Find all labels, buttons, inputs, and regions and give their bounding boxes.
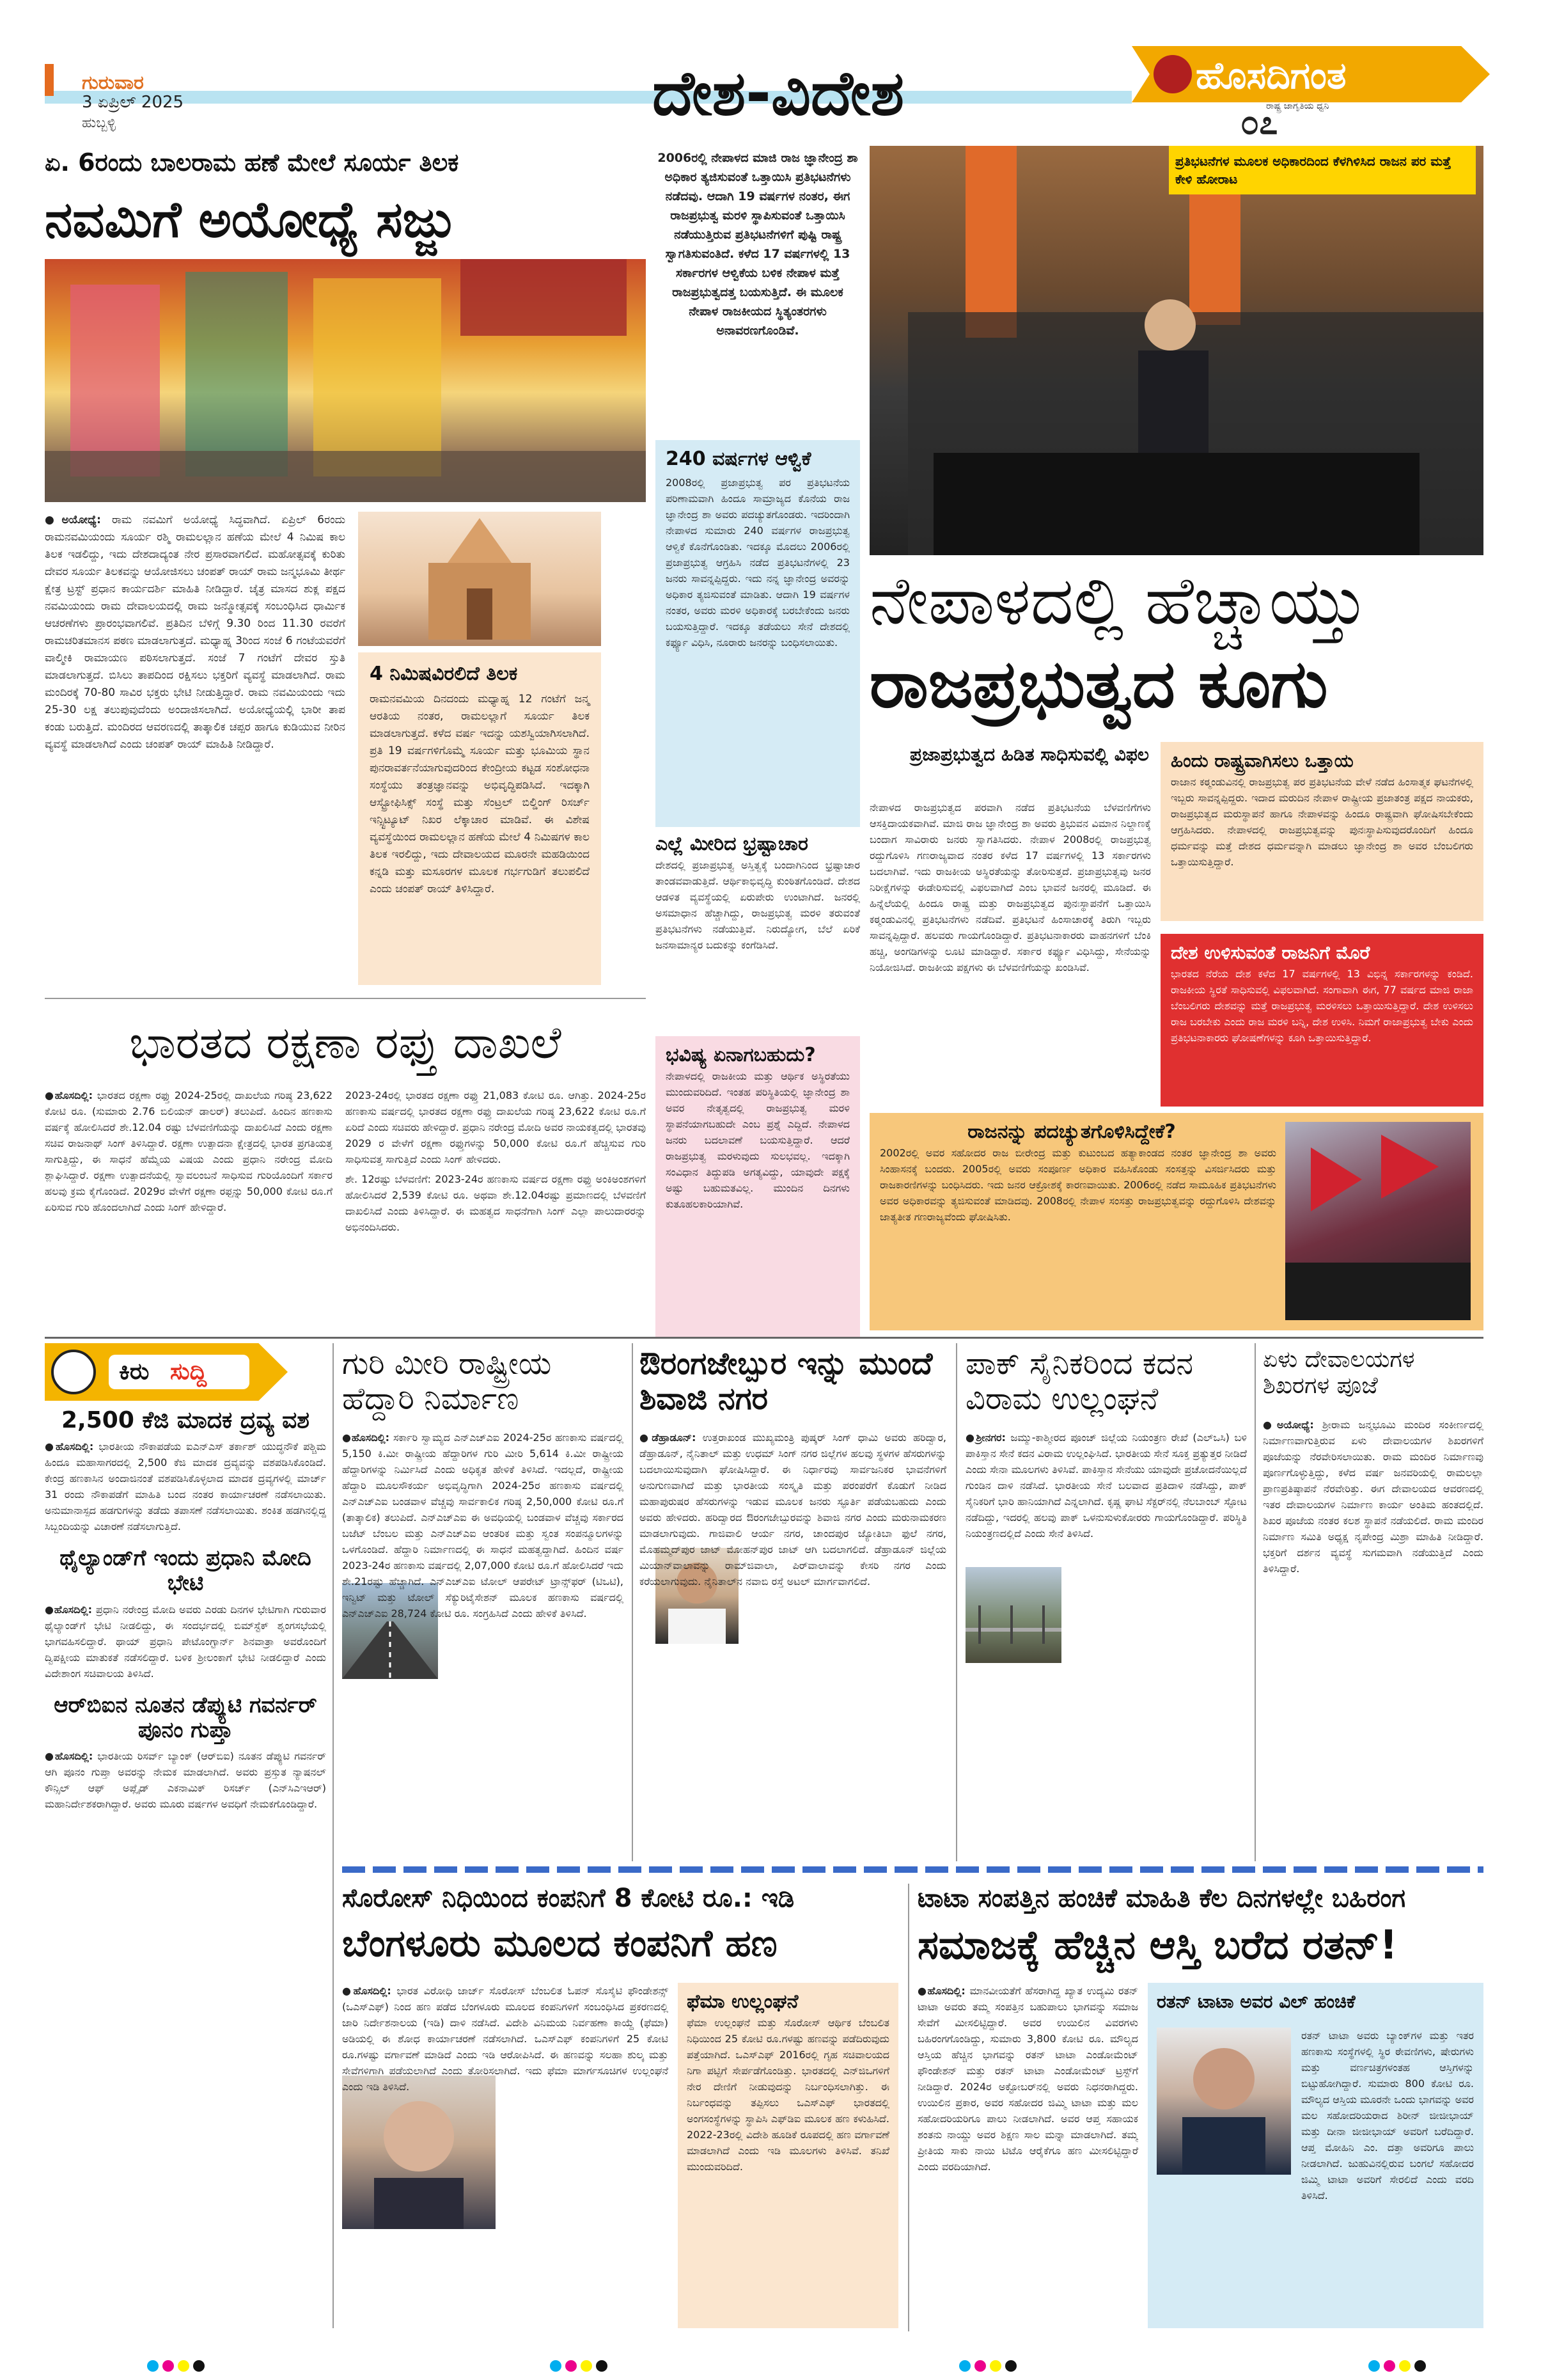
divider-middle — [45, 1337, 1483, 1339]
masthead — [0, 0, 1541, 142]
rule240-body: 2008ರಲ್ಲಿ ಪ್ರಜಾಪ್ರಭುತ್ವ ಪರ ಪ್ರತಿಭಟನೆಯ ಪರಿಣಾಮವಾಗಿ ಹಿಂದೂ ಸಾಮ್ರಾಜ್ಯದ ಕೊನೆಯ ರಾಜ ಜ್ಞಾನೇಂದ್ರ ಶಾ ಅವರು ಪದಚ್ಯುತಗೊಂಡರು. ಇದರಿಂದಾಗಿ ನೇಪಾಳದ ಸುಮಾರು 240 ವರ್ಷಗಳ ರಾಜಪ್ರಭುತ್ವ ಆಳ್ವಿಕೆ ಕೊನೆಗೊಂಡಿತು. ಇದಕ್ಕೂ ಮೊದಲು 2006ರಲ್ಲಿ ಪ್ರಜಾಪ್ರಭುತ್ವ ಆಗ್ರಹಿಸಿ ನಡೆದ ಪ್ರತಿಭಟನೆಗಳಲ್ಲಿ 23 ಜನರು ಸಾವನ್ನಪ್ಪಿದ್ದರು. ಇದು ನನ್ನ ಜ್ಞಾನೇಂದ್ರ ಅವರನ್ನು ಅಧಿಕಾರ ತ್ಯಜಿಸುವಂತೆ ಮಾಡಿತು. ಆದಾಗಿ 19 ವರ್ಷಗಳ ನಂತರ, ಅವರು ಮರಳಿ ಅಧಿಕಾರಕ್ಕೆ ಬರಬೇಕೆಂದು ಜನರು ಬಯಸುತ್ತಿದ್ದಾರೆ. ಇದಕ್ಕೂ ತಡೆಯಲು ಸೇನೆ ದೇಶದಲ್ಲಿ ಕರ್ಫ್ಯೂ ವಿಧಿಸಿ, ನೂರಾರು ಜನರನ್ನು ಬಂಧಿಸಲಾಯಿತು. — [666, 477, 850, 649]
registration-dots-left — [147, 2360, 208, 2374]
divider-kiru — [332, 1343, 334, 2328]
pakistan-dateline: ●ಶ್ರೀನಗರ: — [966, 1431, 1006, 1444]
corruption-block — [655, 831, 860, 1030]
defence-headline: ಭಾರತದ ರಕ್ಷಣಾ ರಫ್ತು ದಾಖಲೆ — [129, 1016, 561, 1069]
divider-highway — [632, 1343, 633, 1861]
aurangabad-headline: ಔರಂಗಜೇಬ್ಪುರ ಇನ್ನು ಮುಂದೆ ಶಿವಾಜಿ ನಗರ — [639, 1346, 933, 1417]
kiru-item2-title: ಥೈಲ್ಯಾಂಡ್‌ಗೆ ಇಂದು ಪ್ರಧಾನಿ ಮೋದಿ ಭೇಟಿ — [59, 1545, 311, 1596]
issue-city: ಹುಬ್ಬಳ್ಳಿ — [82, 115, 116, 131]
nepal-king-photo — [870, 146, 1483, 555]
divider-soros — [908, 1884, 909, 2331]
issue-day: ಗುರುವಾರ — [82, 72, 144, 94]
masthead-band-accent — [45, 64, 54, 96]
ayodhya-kicker: ಏ. 6ರಂದು ಬಾಲರಾಮ ಹಣೆ ಮೇಲೆ ಸೂರ್ಯ ತಿಲಕ — [45, 148, 459, 177]
rule240-box — [655, 440, 860, 827]
future-body: ನೇಪಾಳದಲ್ಲಿ ರಾಜಕೀಯ ಮತ್ತು ಆರ್ಥಿಕ ಅಸ್ಥಿರತೆಯು ಮುಂದುವರಿದಿದೆ. ಇಂತಹ ಪರಿಸ್ಥಿತಿಯಲ್ಲಿ ಜ್ಞಾನೇಂದ್ರ ಶಾ ಅವರ ನೇತೃತ್ವದಲ್ಲಿ ರಾಜಪ್ರಭುತ್ವ ಮರಳಿ ಸ್ಥಾಪನೆಯಾಗಬಹುದೇ ಎಂಬ ಪ್ರಶ್ನೆ ಎದ್ದಿದೆ. ನೇಪಾಳದ ಜನರು ಬದಲಾವಣೆ ಬಯಸುತ್ತಿದ್ದಾರೆ. ಆದರೆ ರಾಜಪ್ರಭುತ್ವ ಮರಳುವುದು ಸುಲಭವಲ್ಲ. ಇದಕ್ಕಾಗಿ ಸಂವಿಧಾನ ತಿದ್ದುಪಡಿ ಅಗತ್ಯವಿದ್ದು, ಯಾವುದೇ ಪಕ್ಷಕ್ಕೆ ಅಷ್ಟು ಬಹುಮತವಿಲ್ಲ. ಮುಂದಿನ ದಿನಗಳು ಕುತೂಹಲಕಾರಿಯಾಗಿವೆ. — [666, 1070, 850, 1210]
highway-headline: ಗುರಿ ಮೀರಿ ರಾಷ್ಟ್ರೀಯ ಹೆದ್ದಾರಿ ನಿರ್ಮಾಣ — [342, 1346, 552, 1417]
kirusuddi-banner — [45, 1343, 288, 1401]
masthead-band — [45, 91, 1132, 104]
nepal-photo-caption: ಪ್ರತಿಭಟನೆಗಳ ಮೂಲಕ ಅಧಿಕಾರದಿಂದ ಕೆಳಗಿಳಿಸಿದ ರಾಜನ ಪರ ಮತ್ತೆ ಕೇಳಿ ಹೋರಾಟ — [1169, 146, 1476, 194]
kiru-item2-dateline: ●ಹೊಸದಿಲ್ಲಿ: — [45, 1603, 93, 1616]
tilak-box — [358, 652, 601, 985]
kiru-item2-text: ಪ್ರಧಾನಿ ನರೇಂದ್ರ ಮೋದಿ ಅವರು ಎರಡು ದಿನಗಳ ಭೇಟಿಗಾಗಿ ಗುರುವಾರ ಥೈಲ್ಯಾಂಡ್‌ಗೆ ಭೇಟಿ ನೀಡಲಿದ್ದು, ಈ ಸಂದರ್ಭದಲ್ಲಿ ಬಿಮ್‌ಸ್ಟೆಕ್ ಶೃಂಗಸಭೆಯಲ್ಲಿ ಭಾಗವಹಿಸಲಿದ್ದಾರೆ. ಥಾಯ್ ಪ್ರಧಾನಿ ಪೇಟೊಂಗ್ಟಾರ್ನ್ ಶಿನವಾತ್ರಾ ಅವರೊಂದಿಗೆ ದ್ವಿಪಕ್ಷೀಯ ಮಾತುಕತೆ ನಡೆಸಲಿದ್ದಾರೆ. ಬಳಿಕ ಶ್ರೀಲಂಕಾಗೆ ಭೇಟಿ ನೀಡಲಿದ್ದಾರೆ ಎಂದು ವಿದೇಶಾಂಗ ಸಚಿವಾಲಯ ತಿಳಿಸಿದೆ. — [45, 1603, 326, 1680]
kirusuddi-label-a: ಕಿರು — [119, 1359, 150, 1385]
save-nation-body: ಭಾರತದ ನೆರೆಯ ದೇಶ ಕಳೆದ 17 ವರ್ಷಗಳಲ್ಲಿ 13 ವಿಭಿನ್ನ ಸರ್ಕಾರಗಳನ್ನು ಕಂಡಿದೆ. ರಾಜಕೀಯ ಸ್ಥಿರತೆ ಸಾಧಿಸುವಲ್ಲಿ ವಿಫಲವಾಗಿದೆ. ಸಂಗಾವಾಗಿ ಈಗ, 77 ವರ್ಷದ ಮಾಜಿ ರಾಜಾ ಬೆಂಬಲಿಗರು ದೇಶವನ್ನು ಮತ್ತೆ ರಾಜಪ್ರಭುತ್ವ ಮರಳಿಸಲು ಒತ್ತಾಯಿಸುತ್ತಿದ್ದಾರೆ. ದೇಶ ಉಳಿಸಲು ರಾಜ ಬರಬೇಕು ಎಂದು ರಾಜ ಮರಳಿ ಬನ್ನಿ, ದೇಶ ಉಳಿಸಿ. ನಿಮಗೆ ರಾಜಾಪ್ರಭುತ್ವ ಬೇಕು ಎಂದು ಪ್ರತಿಭಟನಾಕಾರರು ಘೋಷಣೆಗಳನ್ನು ಕೂಗಿ ಒತ್ತಾಯಿಸುತ್ತಿದ್ದಾರೆ. — [1171, 968, 1473, 1044]
tilak-box-title: 4 ನಿಮಿಷವಿರಲಿದೆ ತಿಲಕ — [370, 663, 518, 685]
soros-dateline: ●ಹೊಸದಿಲ್ಲಿ: — [342, 1985, 391, 1997]
pakistan-headline: ಪಾಕ್ ಸೈನಿಕರಿಂದ ಕದನ ವಿರಾಮ ಉಲ್ಲಂಘನೆ — [966, 1346, 1194, 1417]
nepal-intro: 2006ರಲ್ಲಿ ನೇಪಾಳದ ಮಾಜಿ ರಾಜ ಜ್ಞಾನೇಂದ್ರ ಶಾ ಅಧಿಕಾರ ತ್ಯಜಿಸುವಂತೆ ಒತ್ತಾಯಿಸಿ ಪ್ರತಿಭಟನೆಗಳು ನಡೆದವು. ಆದಾಗಿ 19 ವರ್ಷಗಳ ನಂತರ, ಈಗ ರಾಜಪ್ರಭುತ್ವ ಮರಳಿ ಸ್ಥಾಪಿಸುವಂತೆ ಒತ್ತಾಯಿಸಿ ನಡೆಯುತ್ತಿರುವ ಪ್ರತಿಭಟನೆಗಳಿಗೆ ಪುಷ್ಟಿ ರಾಷ್ಟ್ರ ಸ್ವಾಗತಿಸುವಂತಿದೆ. ಕಳೆದ 17 ವರ್ಷಗಳಲ್ಲಿ 13 ಸರ್ಕಾರಗಳ ಆಳ್ವಿಕೆಯ ಬಳಿಕ ನೇಪಾಳ ಮತ್ತೆ ರಾಜಪ್ರಭುತ್ವದತ್ತ ಬಯಸುತ್ತಿದೆ. ಈ ಮೂಲಕ ನೇಪಾಳ ರಾಜಕೀಯದ ಸ್ಥಿತ್ಯಂತರಗಳು ಅನಾವರಣಗೊಂಡಿವೆ. — [657, 151, 858, 338]
corruption-body: ದೇಶದಲ್ಲಿ ಪ್ರಜಾಪ್ರಭುತ್ವ ಅಸ್ತಿತ್ವಕ್ಕೆ ಬಂದಾಗಿನಿಂದ ಭ್ರಷ್ಟಾಚಾರ ತಾಂಡವವಾಡುತ್ತಿದೆ. ಆರ್ಥಿಕಾಭಿವೃದ್ಧಿ ಕುಂಠಿತಗೊಂಡಿದೆ. ದೇಶದ ಆಡಳಿತ ವ್ಯವಸ್ಥೆಯಲ್ಲಿ ಏರುಪೇರು ಉಂಟಾಗಿದೆ. ಜನರಲ್ಲಿ ಅಸಮಾಧಾನ ಹೆಚ್ಚಾಗಿದ್ದು, ರಾಜಪ್ರಭುತ್ವ ಮರಳಿ ತರುವಂತೆ ಪ್ರತಿಭಟನೆಗಳು ನಡೆಯುತ್ತಿವೆ. ನಿರುದ್ಯೋಗ, ಬೆಲೆ ಏರಿಕೆ ಜನಸಾಮಾನ್ಯರ ಬದುಕನ್ನು ಕಂಗೆಡಿಸಿದೆ. — [655, 859, 860, 951]
kirusuddi-col — [45, 1407, 326, 2315]
ayodhya-dateline: ●ಅಯೋಧ್ಯೆ: — [45, 514, 101, 526]
temple-body — [1263, 1417, 1483, 1858]
king-removed-body: 2002ರಲ್ಲಿ ಅವರ ಸಹೋದರ ರಾಜ ಬೀರೇಂದ್ರ ಮತ್ತು ಕುಟುಂಬದ ಹತ್ಯಾಕಾಂಡದ ನಂತರ ಜ್ಞಾನೇಂದ್ರ ಶಾ ಅವರು ಸಿಂಹಾಸನಕ್ಕೆ ಬಂದರು. 2005ರಲ್ಲಿ ಅವರು ಸಂಪೂರ್ಣ ಅಧಿಕಾರ ವಹಿಸಿಕೊಂಡು ಸಂಸತ್ತನ್ನು ವಿಸರ್ಜಿಸಿದರು ಮತ್ತು ರಾಜಕಾರಣಿಗಳನ್ನು ಬಂಧಿಸಿದರು. ಇದು ಜನರ ಆಕ್ರೋಶಕ್ಕೆ ಕಾರಣವಾಯಿತು. 2006ರಲ್ಲಿ ನಡೆದ ಸಾಮೂಹಿಕ ಪ್ರತಿಭಟನೆಗಳು ಅವರ ಅಧಿಕಾರವನ್ನು ತ್ಯಜಿಸುವಂತೆ ಮಾಡಿದವು. 2008ರಲ್ಲಿ ನೇಪಾಳ ಸಂಸತ್ತು ರಾಜಪ್ರಭುತ್ವವನ್ನು ರದ್ದುಗೊಳಿಸಿ ದೇಶವನ್ನು ಜಾತ್ಯತೀತ ಗಣರಾಜ್ಯವೆಂದು ಘೋಷಿಸಿತು. — [880, 1147, 1276, 1223]
kiru-item1-body — [45, 1438, 326, 1534]
brand-tagline: ರಾಷ್ಟ್ರ ಜಾಗೃತಿಯ ಧ್ವನಿ — [1266, 101, 1329, 111]
hindu-nation-box — [1161, 742, 1483, 921]
fema-box — [678, 1983, 898, 2328]
tilak-box-body: ರಾಮನವಮಿಯ ದಿನದಂದು ಮಧ್ಯಾಹ್ನ 12 ಗಂಟೆಗೆ ಜನ್ಮ ಆರತಿಯ ನಂತರ, ರಾಮಲಲ್ಲಾಗೆ ಸೂರ್ಯ ತಿಲಕ ಮಾಡಲಾಗುತ್ತದೆ. ಕಳೆದ ವರ್ಷ ಇದನ್ನು ಯಶಸ್ವಿಯಾಗಿಸಲಾಗಿದೆ. ಪ್ರತಿ 19 ವರ್ಷಗಳಿಗೊಮ್ಮೆ ಸೂರ್ಯ ಮತ್ತು ಭೂಮಿಯ ಸ್ಥಾನ ಪುನರಾವರ್ತನೆಯಾಗುವುದರಿಂದ ಕೇಂದ್ರೀಯ ಕಟ್ಟಡ ಸಂಶೋಧನಾ ಸಂಸ್ಥೆಯು ತಂತ್ರಜ್ಞಾನವನ್ನು ಅಭಿವೃದ್ಧಿಪಡಿಸಿದೆ. ಇದಕ್ಕಾಗಿ ಆಸ್ಟ್ರೋಫಿಸಿಕ್ಸ್ ಸಂಸ್ಥೆ ಮತ್ತು ಸೆಂಟ್ರಲ್ ಬಿಲ್ಡಿಂಗ್ ರಿಸರ್ಚ್ ಇನ್ಸ್ಟಿಟ್ಯೂಟ್ ನಿಖರ ಲೆಕ್ಕಾಚಾರ ಮಾಡಿವೆ. ಈ ವಿಶೇಷ ವ್ಯವಸ್ಥೆಯಿಂದ ರಾಮಲಲ್ಲಾನ ಹಣೆಯ ಮೇಲೆ 4 ನಿಮಿಷಗಳ ಕಾಲ ತಿಲಕ ಇರಲಿದ್ದು, ಇದು ದೇವಾಲಯದ ಮೂರನೇ ಮಹಡಿಯಿಂದ ಕನ್ನಡಿ ಮತ್ತು ಮಸೂರಗಳ ಮೂಲಕ ಗರ್ಭಗುಡಿಗೆ ತಲುಪಲಿದೆ ಎಂದು ಚಂಪತ್ ರಾಯ್ ತಿಳಿಸಿದ್ದಾರೆ. — [370, 693, 590, 895]
pakistan-body — [966, 1430, 1247, 1858]
nepal-main-body: ನೇಪಾಳದ ರಾಜಪ್ರಭುತ್ವದ ಪರವಾಗಿ ನಡೆದ ಪ್ರತಿಭಟನೆಯ ಬೆಳವಣಿಗೆಗಳು ಆಸಕ್ತಿದಾಯಕವಾಗಿವೆ. ಮಾಜಿ ರಾಜ ಜ್ಞಾನೇಂದ್ರ ಶಾ ಅವರು ತ್ರಿಭುವನ ವಿಮಾನ ನಿಲ್ದಾಣಕ್ಕೆ ಬಂದಾಗ ಸಾವಿರಾರು ಜನರು ಸ್ವಾಗತಿಸಿದರು. ನೇಪಾಳ 2008ರಲ್ಲಿ ರಾಜಪ್ರಭುತ್ವ ರದ್ದುಗೊಳಿಸಿ ಗಣರಾಜ್ಯವಾದ ನಂತರ ಕಳೆದ 17 ವರ್ಷಗಳಲ್ಲಿ 13 ಸರ್ಕಾರಗಳು ಬದಲಾಗಿವೆ. ಇದು ರಾಜಕೀಯ ಅಸ್ಥಿರತೆಯನ್ನು ತೋರಿಸುತ್ತದೆ. ಪ್ರಜಾಪ್ರಭುತ್ವವು ಜನರ ನಿರೀಕ್ಷೆಗಳನ್ನು ಈಡೇರಿಸುವಲ್ಲಿ ವಿಫಲವಾಗಿದೆ ಎಂಬ ಭಾವನೆ ಜನರಲ್ಲಿ ಮೂಡಿದೆ. ಈ ಹಿನ್ನೆಲೆಯಲ್ಲಿ ಹಿಂದೂ ರಾಷ್ಟ್ರ ಮತ್ತು ರಾಜಪ್ರಭುತ್ವದ ಪುನಃಸ್ಥಾಪನೆಗೆ ಒತ್ತಾಯಿಸಿ ಕಠ್ಮಂಡುವಿನಲ್ಲಿ ಪ್ರತಿಭಟನೆಗಳು ನಡೆದಿವೆ. ಪ್ರತಿಭಟನೆ ಹಿಂಸಾಚಾರಕ್ಕೆ ತಿರುಗಿ ಇಬ್ಬರು ಸಾವನ್ನಪ್ಪಿದ್ದಾರೆ. ಹಲವರು ಗಾಯಗೊಂಡಿದ್ದಾರೆ. ಪ್ರತಿಭಟನಾಕಾರರು ವಾಹನಗಳಿಗೆ ಬೆಂಕಿ ಹಚ್ಚಿ, ಅಂಗಡಿಗಳನ್ನು ಲೂಟಿ ಮಾಡಿದ್ದಾರೆ. ಸರ್ಕಾರ ಕರ್ಫ್ಯೂ ವಿಧಿಸಿದ್ದು, ಸೇನೆಯನ್ನು ನಿಯೋಜಿಸಿದೆ. ರಾಜಕೀಯ ಪಕ್ಷಗಳು ಈ ಬೆಳವಣಿಗೆಯನ್ನು ಖಂಡಿಸಿವೆ. — [870, 801, 1151, 973]
highway-dateline: ●ಹೊಸದಿಲ್ಲಿ: — [342, 1431, 390, 1444]
save-nation-box — [1161, 934, 1483, 1107]
defence-col1 — [45, 1087, 332, 1330]
soros-kicker: ಸೊರೋಸ್ ನಿಧಿಯಿಂದ ಕಂಪನಿಗೆ 8 ಕೋಟಿ ರೂ.: ಇಡಿ — [342, 1884, 795, 1913]
nepal-headline-line1: ನೇಪಾಳದಲ್ಲಿ ಹೆಚ್ಚಾಯ್ತು — [870, 562, 1368, 640]
king-removed-box — [870, 1113, 1483, 1330]
future-box — [655, 1036, 860, 1337]
aurangabad-body — [639, 1430, 946, 1858]
temple-text: ಶ್ರೀರಾಮ ಜನ್ಮಭೂಮಿ ಮಂದಿರ ಸಂಕೀರ್ಣದಲ್ಲಿ ನಿರ್ಮಾಣವಾಗುತ್ತಿರುವ ಏಳು ದೇವಾಲಯಗಳ ಶಿಖರಗಳಿಗೆ ಪೂಜೆಯನ್ನು ನೆರವೇರಿಸಲಾಯಿತು. ರಾಮ ಮಂದಿರ ನಿರ್ಮಾಣವು ಪೂರ್ಣಗೊಳ್ಳುತ್ತಿದ್ದು, ಕಳೆದ ವರ್ಷ ಜನವರಿಯಲ್ಲಿ ರಾಮಲಲ್ಲಾ ಪ್ರಾಣಪ್ರತಿಷ್ಠಾಪನೆ ನೆರವೇರಿತ್ತು. ಈಗ ದೇವಾಲಯದ ಆವರಣದಲ್ಲಿ ಇತರ ದೇವಾಲಯಗಳ ನಿರ್ಮಾಣ ಕಾರ್ಯ ಅಂತಿಮ ಹಂತದಲ್ಲಿದೆ. ಶಿಖರ ಪೂಜೆಯ ನಂತರ ಕಲಶ ಸ್ಥಾಪನೆ ನಡೆಯಲಿದೆ. ರಾಮ ಮಂದಿರ ನಿರ್ಮಾಣ ಸಮಿತಿ ಅಧ್ಯಕ್ಷ ನೃಪೇಂದ್ರ ಮಿಶ್ರಾ ಮಾಹಿತಿ ನೀಡಿದ್ದಾರೆ. ಭಕ್ತರಿಗೆ ದರ್ಶನ ವ್ಯವಸ್ಥೆ ಸುಗಮವಾಗಿ ನಡೆಯುತ್ತಿದೆ ಎಂದು ತಿಳಿಸಿದ್ದಾರೆ. — [1263, 1419, 1483, 1575]
ratan-dateline: ●ಹೊಸದಿಲ್ಲಿ: — [918, 1985, 966, 1997]
kiru-item1-title: 2,500 ಕೆಜಿ ಮಾದಕ ದ್ರವ್ಯ ವಶ — [61, 1407, 309, 1433]
defence-col2-text: 2023-24ರಲ್ಲಿ ಭಾರತದ ರಕ್ಷಣಾ ರಫ್ತು 21,083 ಕೋಟಿ ರೂ. ಆಗಿತ್ತು. 2024-25ರ ಹಣಕಾಸು ವರ್ಷದಲ್ಲಿ ಭಾರತದ ರಕ್ಷಣಾ ರಫ್ತು ದಾಖಲೆಯ ಗರಿಷ್ಠ 23,622 ಕೋಟಿ ರೂ.ಗೆ ಏರಿದೆ ಎಂದು ಸಚಿವರು ಹೇಳಿದ್ದಾರೆ. ಪ್ರಧಾನಿ ನರೇಂದ್ರ ಮೋದಿ ಅವರ ನಾಯಕತ್ವದಲ್ಲಿ ಭಾರತವು 2029 ರ ವೇಳೆಗೆ ರಕ್ಷಣಾ ರಫ್ತುಗಳನ್ನು 50,000 ಕೋಟಿ ರೂ.ಗೆ ಹೆಚ್ಚಿಸುವ ಗುರಿ ಸಾಧಿಸುವತ್ತ ಸಾಗುತ್ತಿದೆ ಎಂದು ಸಿಂಗ್ ಹೇಳಿದರು. — [345, 1089, 646, 1165]
kiru-item3-dateline: ●ಹೊಸದಿಲ್ಲಿ: — [45, 1749, 93, 1762]
defence-col2 — [345, 1087, 646, 1330]
aurangabad-text: ಉತ್ತರಾಖಂಡ ಮುಖ್ಯಮಂತ್ರಿ ಪುಷ್ಕರ್ ಸಿಂಗ್ ಧಾಮಿ ಅವರು ಹರಿದ್ವಾರ, ಡೆಹ್ರಾಡೂನ್, ನೈನಿತಾಲ್ ಮತ್ತು ಉಧಮ್ ಸಿಂಗ್ ನಗರ ಜಿಲ್ಲೆಗಳ ಹಲವು ಸ್ಥಳಗಳ ಹೆಸರುಗಳನ್ನು ಬದಲಾಯಿಸುವುದಾಗಿ ಘೋಷಿಸಿದ್ದಾರೆ. ಈ ನಿರ್ಧಾರವು ಸಾರ್ವಜನಿಕರ ಭಾವನೆಗಳಿಗೆ ಅನುಗುಣವಾಗಿದೆ ಮತ್ತು ಭಾರತೀಯ ಸಂಸ್ಕೃತಿ ಮತ್ತು ಪರಂಪರೆಗೆ ಕೊಡುಗೆ ನೀಡಿದ ಮಹಾಪುರುಷರ ಹೆಸರುಗಳನ್ನು ಇಡುವ ಮೂಲಕ ಜನರು ಸ್ಫೂರ್ತಿ ಪಡೆಯಬಹುದು ಎಂದು ಅವರು ಹೇಳಿದರು. ಹರಿದ್ವಾರದ ಔರಂಗಜೇಬ್ಪುರವನ್ನು ಶಿವಾಜಿ ನಗರ ಎಂದು ಮರುನಾಮಕರಣ ಮಾಡಲಾಗುವುದು. ಗಾಜಿವಾಲಿ ಆರ್ಯ ನಗರ, ಚಾಂದಪುರ ಜ್ಯೋತಿಬಾ ಫುಲೆ ನಗರ, ಮೊಹಮ್ಮದ್‌ಪುರ ಜಾಟ್ ಮೋಹನ್‌ಪುರ ಜಾಟ್ ಆಗಿ ಬದಲಾಗಲಿದೆ. ಡೆಹ್ರಾಡೂನ್ ಜಿಲ್ಲೆಯ ಮಿಯಾನ್‌ವಾಲಾವನ್ನು ರಾಮ್‌ಜಿವಾಲಾ, ಪಿರ್‌ವಾಲಾವನ್ನು ಕೇಸರಿ ನಗರ ಎಂದು ಕರೆಯಲಾಗುವುದು. ನೈನಿತಾಲ್‌ನ ನವಾಬಿ ರಸ್ತೆ ಅಟಲ್ ಮಾರ್ಗವಾಗಲಿದೆ. — [639, 1431, 946, 1588]
king-removed-title: ರಾಜನನ್ನು ಪದಚ್ಯುತಗೊಳಿಸಿದ್ದೇಕೆ? — [967, 1121, 1176, 1143]
kirusuddi-label-b: ಸುದ್ದಿ — [170, 1359, 207, 1385]
divider-defence-top — [45, 998, 646, 999]
kiru-item3-text: ಭಾರತೀಯ ರಿಸರ್ವ್ ಬ್ಯಾಂಕ್ (ಆರ್‌ಬಿಐ) ನೂತನ ಡೆಪ್ಯುಟಿ ಗವರ್ನರ್ ಆಗಿ ಪೂನಂ ಗುಪ್ತಾ ಅವರನ್ನು ನೇಮಕ ಮಾಡಲಾಗಿದೆ. ಅವರು ಪ್ರಸ್ತುತ ನ್ಯಾಷನಲ್ ಕೌನ್ಸಿಲ್ ಆಫ್ ಅಪ್ಲೈಡ್ ಎಕನಾಮಿಕ್ ರಿಸರ್ಚ್ (ಎನ್‌ಸಿಎಇಆರ್) ಮಹಾನಿರ್ದೇಶಕರಾಗಿದ್ದಾರೆ. ಅವರು ಮೂರು ವರ್ಷಗಳ ಅವಧಿಗೆ ನೇಮಕಗೊಂಡಿದ್ದಾರೆ. — [45, 1749, 326, 1810]
fema-body: ಫೆಮಾ ಉಲ್ಲಂಘನೆ ಮತ್ತು ಸೊರೋಸ್ ಆರ್ಥಿಕ ಬೆಂಬಲಿತ ನಿಧಿಯಿಂದ 25 ಕೋಟಿ ರೂ.ಗಳಷ್ಟು ಹಣವನ್ನು ಪಡೆದಿರುವುದು ಪತ್ತೆಯಾಗಿದೆ. ಒಎಸ್‌ಎಫ್ 2016ರಲ್ಲಿ ಗೃಹ ಸಚಿವಾಲಯದ ನಿಗಾ ಪಟ್ಟಿಗೆ ಸೇರ್ಪಡೆಗೊಂಡಿತ್ತು. ಭಾರತದಲ್ಲಿ ಎನ್‌ಜಿಒಗಳಿಗೆ ನೇರ ದೇಣಿಗೆ ನೀಡುವುದನ್ನು ನಿರ್ಬಂಧಿಸಲಾಗಿತ್ತು. ಈ ನಿರ್ಬಂಧವನ್ನು ತಪ್ಪಿಸಲು ಒಎಸ್‌ಎಫ್ ಭಾರತದಲ್ಲಿ ಅಂಗಸಂಸ್ಥೆಗಳನ್ನು ಸ್ಥಾಪಿಸಿ ಎಫ್‌ಡಿಐ ಮೂಲಕ ಹಣ ಕಳುಹಿಸಿದೆ. 2022-23ರಲ್ಲಿ ವಿದೇಶಿ ಹೂಡಿಕೆ ರೂಪದಲ್ಲಿ ಹಣ ವರ್ಗಾವಣೆ ಮಾಡಲಾಗಿದೆ ಎಂದು ಇಡಿ ಮೂಲಗಳು ತಿಳಿಸಿವೆ. ತನಿಖೆ ಮುಂದುವರಿದಿದೆ. — [687, 2017, 889, 2173]
hindu-nation-body: ರಾಜಾನ ಕಠ್ಮಂಡುವಿನಲ್ಲಿ ರಾಜಪ್ರಭುತ್ವ ಪರ ಪ್ರತಿಭಟನೆಯ ವೇಳೆ ನಡೆದ ಹಿಂಸಾತ್ಮಕ ಘಟನೆಗಳಲ್ಲಿ ಇಬ್ಬರು ಸಾವನ್ನಪ್ಪಿದ್ದರು. ಇದಾದ ಮರುದಿನ ನೇಪಾಳ ರಾಷ್ಟ್ರೀಯ ಪ್ರಜಾತಂತ್ರ ಪಕ್ಷದ ನಾಯಕರು, ರಾಜಪ್ರಭುತ್ವದ ಮರುಸ್ಥಾಪನೆ ಹಾಗೂ ನೇಪಾಳವನ್ನು ಹಿಂದೂ ರಾಷ್ಟ್ರವಾಗಿ ಘೋಷಿಸಬೇಕೆಂದು ಆಗ್ರಹಿಸಿದರು. ನೇಪಾಳದಲ್ಲಿ ರಾಜಪ್ರಭುತ್ವವನ್ನು ಪುನಃಸ್ಥಾಪಿಸುವುದರೊಂದಿಗೆ ಹಿಂದೂ ಧರ್ಮವನ್ನು ಮತ್ತೆ ದೇಶದ ಧರ್ಮವನ್ನಾಗಿ ಮಾಡಲು ಜ್ಞಾನೇಂದ್ರ ಶಾ ಅವರ ಬೆಂಬಲಿಗರು ಒತ್ತಾಯಿಸುತ್ತಿದ್ದಾರೆ. — [1171, 776, 1473, 868]
ratan-text: ಮಾನವೀಯತೆಗೆ ಹೆಸರಾಗಿದ್ದ ಖ್ಯಾತ ಉದ್ಯಮಿ ರತನ್ ಟಾಟಾ ಅವರು ತಮ್ಮ ಸಂಪತ್ತಿನ ಬಹುಪಾಲು ಭಾಗವನ್ನು ಸಮಾಜ ಸೇವೆಗೆ ಮೀಸಲಿಟ್ಟಿದ್ದಾರೆ. ಅವರ ಉಯಿಲಿನ ವಿವರಗಳು ಬಹಿರಂಗಗೊಂಡಿದ್ದು, ಸುಮಾರು 3,800 ಕೋಟಿ ರೂ. ಮೌಲ್ಯದ ಆಸ್ತಿಯ ಹೆಚ್ಚಿನ ಭಾಗವನ್ನು ರತನ್ ಟಾಟಾ ಎಂಡೋಮೆಂಟ್ ಫೌಂಡೇಶನ್ ಮತ್ತು ರತನ್ ಟಾಟಾ ಎಂಡೋಮೆಂಟ್ ಟ್ರಸ್ಟ್‌ಗೆ ನೀಡಿದ್ದಾರೆ. 2024ರ ಅಕ್ಟೋಬರ್‌ನಲ್ಲಿ ಅವರು ನಿಧನರಾಗಿದ್ದರು. ಉಯಿಲಿನ ಪ್ರಕಾರ, ಅವರ ಸಹೋದರ ಜಿಮ್ಮಿ ಟಾಟಾ ಮತ್ತು ಮಲ ಸಹೋದರಿಯರಿಗೂ ಪಾಲು ನೀಡಲಾಗಿದೆ. ಅವರ ಆಪ್ತ ಸಹಾಯಕ ಶಂತನು ನಾಯ್ಡು ಅವರ ಶಿಕ್ಷಣ ಸಾಲ ಮನ್ನಾ ಮಾಡಲಾಗಿದೆ. ತಮ್ಮ ಪ್ರೀತಿಯ ಸಾಕು ನಾಯಿ ಟಿಟೊ ಆರೈಕೆಗೂ ಹಣ ಮೀಸಲಿಟ್ಟಿದ್ದಾರೆ ಎಂದು ವರದಿಯಾಗಿದೆ. — [918, 1985, 1138, 2173]
kiru-item1-text: ಭಾರತೀಯ ನೌಕಾಪಡೆಯ ಐಎನ್ಎಸ್ ತರ್ಕಾಶ್ ಯುದ್ಧನೌಕೆ ಪಶ್ಚಿಮ ಹಿಂದೂ ಮಹಾಸಾಗರದಲ್ಲಿ 2,500 ಕೆಜಿ ಮಾದಕ ದ್ರವ್ಯವನ್ನು ವಶಪಡಿಸಿಕೊಂಡಿದೆ. ಕೇಂದ್ರ ಹಣಕಾಸಿನ ಅಂದಾಜಿನಂತೆ ವಶಪಡಿಸಿಕೊಳ್ಳಲಾದ ಮಾದಕ ದ್ರವ್ಯಗಳಲ್ಲಿ ಮಾರ್ಚ್ 31 ರಂದು ನೌಕಾಪಡೆಗೆ ಮಾಹಿತಿ ಬಂದ ನಂತರ ಕಾರ್ಯಾಚರಣೆ ನಡೆಸಲಾಯಿತು. ಅನುಮಾನಾಸ್ಪದ ಹಡಗುಗಳನ್ನು ತಡೆದು ತಪಾಸಣೆ ನಡೆಸಲಾಯಿತು. ಶಂಕಿತ ಹಡಗಿನಲ್ಲಿದ್ದ ಸಿಬ್ಬಂದಿಯನ್ನು ವಿಚಾರಣೆ ನಡೆಸಲಾಗುತ್ತಿದೆ. — [45, 1440, 326, 1533]
future-title: ಭವಿಷ್ಯ ಏನಾಗಬಹುದು? — [666, 1044, 816, 1066]
ratan-kicker: ಟಾಟಾ ಸಂಪತ್ತಿನ ಹಂಚಿಕೆ ಮಾಹಿತಿ ಕೆಲ ದಿನಗಳಲ್ಲೇ ಬಹಿರಂಗ — [918, 1884, 1405, 1913]
soros-body — [342, 1983, 668, 2328]
fema-title: ಫೆಮಾ ಉಲ್ಲಂಘನೆ — [687, 1990, 799, 2013]
defence-col1-text: ಭಾರತದ ರಕ್ಷಣಾ ರಫ್ತು 2024-25ರಲ್ಲಿ ದಾಖಲೆಯ ಗರಿಷ್ಠ 23,622 ಕೋಟಿ ರೂ. (ಸುಮಾರು 2.76 ಬಿಲಿಯನ್ ಡಾಲರ್) ತಲುಪಿದೆ. ಹಿಂದಿನ ಹಣಕಾಸು ವರ್ಷಕ್ಕೆ ಹೋಲಿಸಿದರೆ ಶೇ.12.04 ರಷ್ಟು ಬೆಳವಣಿಗೆಯನ್ನು ದಾಖಲಿಸಿದೆ ಎಂದು ರಕ್ಷಣಾ ಸಚಿವ ರಾಜನಾಥ್ ಸಿಂಗ್ ತಿಳಿಸಿದ್ದಾರೆ. ರಕ್ಷಣಾ ಉತ್ಪಾದನಾ ಕ್ಷೇತ್ರದಲ್ಲಿ ಭಾರತ ಪ್ರಗತಿಯತ್ತ ಸಾಗುತ್ತಿದ್ದು, ಈ ಸಾಧನೆ ಹೆಮ್ಮೆಯ ವಿಷಯ ಎಂದು ಪ್ರಧಾನಿ ನರೇಂದ್ರ ಮೋದಿ ಶ್ಲಾಘಿಸಿದ್ದಾರೆ. ರಕ್ಷಣಾ ಉತ್ಪಾದನೆಯಲ್ಲಿ ಸ್ವಾವಲಂಬನೆ ಸಾಧಿಸುವ ಗುರಿಯೊಂದಿಗೆ ಸರ್ಕಾರ ಹಲವು ಕ್ರಮ ಕೈಗೊಂಡಿದೆ. 2029ರ ವೇಳೆಗೆ ರಕ್ಷಣಾ ರಫ್ತನ್ನು 50,000 ಕೋಟಿ ರೂ.ಗೆ ಏರಿಸುವ ಗುರಿ ಹೊಂದಲಾಗಿದೆ ಎಂದು ಸಿಂಗ್ ಹೇಳಿದ್ದಾರೆ. — [45, 1089, 332, 1213]
ratan-headline: ಸಮಾಜಕ್ಕೆ ಹೆಚ್ಚಿನ ಆಸ್ತಿ ಬರೆದ ರತನ್! — [918, 1921, 1398, 1968]
megaphone-icon — [51, 1350, 96, 1394]
ayodhya-headline: ನವಮಿಗೆ ಅಯೋಧ್ಯೆ ಸಜ್ಜು — [45, 191, 456, 249]
temple-headline: ಏಳು ದೇವಾಲಯಗಳ ಶಿಖರಗಳ ಪೂಜೆ — [1263, 1346, 1415, 1399]
registration-dots-right — [1368, 2360, 1430, 2374]
divider-pakistan — [1255, 1343, 1256, 1861]
pakistan-text: ಜಮ್ಮು-ಕಾಶ್ಮೀರದ ಪೂಂಚ್ ಜಿಲ್ಲೆಯ ನಿಯಂತ್ರಣ ರೇಖೆ (ಎಲ್‌ಒಸಿ) ಬಳಿ ಪಾಕಿಸ್ತಾನ ಸೇನೆ ಕದನ ವಿರಾಮ ಉಲ್ಲಂಘಿಸಿದೆ. ಭಾರತೀಯ ಸೇನೆ ಸೂಕ್ತ ಪ್ರತ್ಯುತ್ತರ ನೀಡಿದೆ ಎಂದು ಸೇನಾ ಮೂಲಗಳು ತಿಳಿಸಿವೆ. ಪಾಕಿಸ್ತಾನ ಸೇನೆಯು ಯಾವುದೇ ಪ್ರಚೋದನೆಯಿಲ್ಲದೆ ಗುಂಡಿನ ದಾಳಿ ನಡೆಸಿದೆ. ಭಾರತೀಯ ಸೇನೆ ಬಲವಾದ ಪ್ರತಿದಾಳಿ ನಡೆಸಿದ್ದು, ಪಾಕ್ ಸೈನಿಕರಿಗೆ ಭಾರಿ ಹಾನಿಯಾಗಿದೆ ಎನ್ನಲಾಗಿದೆ. ಕೃಷ್ಣ ಘಾಟಿ ಸೆಕ್ಟರ್‌ನಲ್ಲಿ ನೆಲಬಾಂಬ್ ಸ್ಫೋಟ ನಡೆದಿದ್ದು, ಇದರಲ್ಲಿ ಹಲವು ಪಾಕ್ ಒಳನುಸುಳುಕೋರರು ಗಾಯಗೊಂಡಿದ್ದಾರೆ. ಪರಿಸ್ಥಿತಿ ನಿಯಂತ್ರಣದಲ್ಲಿದೆ ಎಂದು ಸೇನೆ ತಿಳಿಸಿದೆ. — [966, 1431, 1247, 1540]
registration-dots-center-left — [550, 2360, 611, 2374]
highway-text: ಸರ್ಕಾರಿ ಸ್ವಾಮ್ಯದ ಎನ್‌ಎಚ್‌ಎಐ 2024-25ರ ಹಣಕಾಸು ವರ್ಷದಲ್ಲಿ 5,150 ಕಿ.ಮೀ ರಾಷ್ಟ್ರೀಯ ಹೆದ್ದಾರಿಗಳ ಗುರಿ ಮೀರಿ 5,614 ಕಿ.ಮೀ ರಾಷ್ಟ್ರೀಯ ಹೆದ್ದಾರಿಗಳನ್ನು ನಿರ್ಮಿಸಿದೆ ಎಂದು ಅಧಿಕೃತ ಹೇಳಿಕೆ ತಿಳಿಸಿದೆ. ಇದಲ್ಲದೆ, ರಾಷ್ಟ್ರೀಯ ಹೆದ್ದಾರಿ ಮೂಲಸೌಕರ್ಯ ಅಭಿವೃದ್ಧಿಗಾಗಿ 2024-25ರ ಹಣಕಾಸು ವರ್ಷದಲ್ಲಿ ಎನ್‌ಎಚ್‌ಎಐ ಬಂಡವಾಳ ವೆಚ್ಚವು ಸಾರ್ವಕಾಲಿಕ ಗರಿಷ್ಠ 2,50,000 ಕೋಟಿ ರೂ.ಗೆ (ತಾತ್ಕಾಲಿಕ) ತಲುಪಿದೆ. ಎನ್‌ಎಚ್‌ಎಐ ಈ ಅವಧಿಯಲ್ಲಿ ಬಂಡವಾಳ ವೆಚ್ಚವು ಸರ್ಕಾರದ ಬಜೆಟ್ ಬೆಂಬಲ ಮತ್ತು ಎನ್‌ಎಚ್‌ಎಐ ಆಂತರಿಕ ಮತ್ತು ಸ್ವಂತ ಸಂಪನ್ಮೂಲಗಳನ್ನು ಒಳಗೊಂಡಿದೆ. ಹೆದ್ದಾರಿ ನಿರ್ಮಾಣದಲ್ಲಿ ಈ ಸಾಧನೆ ಮಹತ್ವದ್ದಾಗಿದೆ. ಹಿಂದಿನ ವರ್ಷ 2023-24ರ ಹಣಕಾಸು ವರ್ಷದಲ್ಲಿ 2,07,000 ಕೋಟಿ ರೂ.ಗೆ ಹೋಲಿಸಿದರೆ ಇದು ಶೇ.21ರಷ್ಟು ಹೆಚ್ಚಾಗಿದೆ. ಎನ್‌ಎಚ್‌ಎಐ ಟೋಲ್ ಆಪರೇಟ್ ಟ್ರಾನ್ಸ್‌ಫರ್ (ಟಿಒಟಿ), ಇನ್ವಿಟ್ ಮತ್ತು ಟೋಲ್ ಸೆಕ್ಯುರಿಟೈಸೇಶನ್ ಮೂಲಕ ಹಣಕಾಸು ವರ್ಷದಲ್ಲಿ ಎನ್‌ಎಚ್‌ಎಐ 28,724 ಕೋಟಿ ರೂ. ಸಂಗ್ರಹಿಸಿದೆ ಎಂದು ಹೇಳಿಕೆ ತಿಳಿಸಿದೆ. — [342, 1431, 623, 1620]
aurangabad-dateline: ●ಡೆಹ್ರಾಡೂನ್: — [639, 1431, 696, 1444]
divider-aurangabad — [956, 1343, 957, 1861]
registration-dots-center-right — [959, 2360, 1021, 2374]
soros-headline: ಬೆಂಗಳೂರು ಮೂಲದ ಕಂಪನಿಗೆ ಹಣ — [342, 1921, 778, 1965]
temple-dateline: ●ಅಯೋಧ್ಯೆ: — [1263, 1419, 1314, 1431]
ayodhya-photo — [45, 259, 646, 502]
save-nation-title: ದೇಶ ಉಳಿಸುವಂತೆ ರಾಜನಿಗೆ ಮೊರೆ — [1171, 942, 1370, 963]
ratan-body — [918, 1983, 1138, 2328]
soros-text: ಭಾರತ ವಿರೋಧಿ ಜಾರ್ಜ್ ಸೊರೋಸ್ ಬೆಂಬಲಿತ ಓಪನ್ ಸೊಸೈಟಿ ಫೌಂಡೇಶನ್ಸ್ (ಒಎಸ್‌ಎಫ್) ನಿಂದ ಹಣ ಪಡೆದ ಬೆಂಗಳೂರು ಮೂಲದ ಕಂಪನಿಗಳಿಗೆ ಸಂಬಂಧಿಸಿದ ಪ್ರಕರಣದಲ್ಲಿ ಜಾರಿ ನಿರ್ದೇಶನಾಲಯ (ಇಡಿ) ದಾಳಿ ನಡೆಸಿದೆ. ವಿದೇಶಿ ವಿನಿಮಯ ನಿರ್ವಹಣಾ ಕಾಯ್ದೆ (ಫೆಮಾ) ಅಡಿಯಲ್ಲಿ ಈ ಶೋಧ ಕಾರ್ಯಾಚರಣೆ ನಡೆಸಲಾಗಿದೆ. ಒಎಸ್‌ಎಫ್ ಕಂಪನಿಗಳಿಗೆ 25 ಕೋಟಿ ರೂ.ಗಳಷ್ಟು ವರ್ಗಾವಣೆ ಮಾಡಿದೆ ಎಂದು ಇಡಿ ಆರೋಪಿಸಿದೆ. ಈ ಹಣವನ್ನು ಸಲಹಾ ಶುಲ್ಕ ಮತ್ತು ಸೇವೆಗಳಿಗಾಗಿ ಪಡೆಯಲಾಗಿದೆ ಎಂದು ತೋರಿಸಲಾಗಿದೆ. ಇದು ಫೆಮಾ ಮಾರ್ಗಸೂಚಿಗಳ ಉಲ್ಲಂಘನೆ ಎಂದು ಇಡಿ ತಿಳಿಸಿದೆ. — [342, 1985, 668, 2093]
kiru-item3-body — [45, 1748, 326, 1812]
brand-name: ಹೊಸದಿಗಂತ — [1196, 54, 1347, 97]
kiru-item1-dateline: ●ಹೊಸದಿಲ್ಲಿ: — [45, 1440, 94, 1453]
ratan-box-body: ರತನ್ ಟಾಟಾ ಅವರು ಬ್ಯಾಂಕ್‌ಗಳ ಮತ್ತು ಇತರ ಹಣಕಾಸು ಸಂಸ್ಥೆಗಳಲ್ಲಿ ಸ್ಥಿರ ಠೇವಣಿಗಳು, ಷೇರುಗಳು ಮತ್ತು ವರ್ಣಚಿತ್ರಗಳಂತಹ ಆಸ್ತಿಗಳನ್ನು ಬಿಟ್ಟುಹೋಗಿದ್ದಾರೆ. ಸುಮಾರು 800 ಕೋಟಿ ರೂ. ಮೌಲ್ಯದ ಆಸ್ತಿಯ ಮೂರನೇ ಒಂದು ಭಾಗವನ್ನು ಅವರ ಮಲ ಸಹೋದರಿಯರಾದ ಶಿರೀನ್ ಜೀಜೀಭಾಯ್ ಮತ್ತು ದೀನಾ ಜೀಜೀಭಾಯ್ ಅವರಿಗೆ ಬರೆದಿದ್ದಾರೆ. ಆಪ್ತ ಮೋಹಿನಿ ಎಂ. ದತ್ತಾ ಅವರಿಗೂ ಪಾಲು ನೀಡಲಾಗಿದೆ. ಜುಹುವಿನಲ್ಲಿರುವ ಬಂಗಲೆ ಸಹೋದರ ಜಿಮ್ಮಿ ಟಾಟಾ ಅವರಿಗೆ ಸೇರಲಿದೆ ಎಂದು ವರದಿ ತಿಳಿಸಿದೆ. — [1301, 2029, 1474, 2202]
ram-temple-photo — [358, 512, 601, 646]
nepal-headline-line2: ರಾಜಪ್ರಭುತ್ವದ ಕೂಗು — [870, 645, 1328, 723]
kiru-item2-body — [45, 1602, 326, 1682]
corruption-title: ಎಲ್ಲೆ ಮೀರಿದ ಭ್ರಷ್ಟಾಚಾರ — [655, 833, 808, 855]
brand-logo-icon — [1154, 55, 1192, 93]
color-stripe — [342, 1866, 1483, 1873]
ayodhya-body — [45, 512, 345, 753]
nepal-subtitle: ಪ್ರಜಾಪ್ರಭುತ್ವದ ಹಿಡಿತ ಸಾಧಿಸುವಲ್ಲಿ ವಿಫಲ — [910, 744, 1149, 765]
issue-date: 3 ಏಪ್ರಿಲ್ 2025 — [82, 93, 184, 112]
section-title: ದೇಶ-ವಿದೇಶ — [652, 58, 904, 129]
ratan-box-title: ರತನ್ ಟಾಟಾ ಅವರ ವಿಲ್ ಹಂಚಿಕೆ — [1157, 1991, 1356, 2012]
ayodhya-text: ರಾಮ ನವಮಿಗೆ ಅಯೋಧ್ಯೆ ಸಿದ್ಧವಾಗಿದೆ. ಏಪ್ರಿಲ್ 6ರಂದು ರಾಮನವಮಿಯಂದು ಸೂರ್ಯ ರಶ್ಮಿ ರಾಮಲಲ್ಲಾನ ಹಣೆಯ ಮೇಲೆ 4 ನಿಮಿಷ ಕಾಲ ತಿಲಕ ಇಡಲಿದ್ದು, ಇದು ದೇಶದಾದ್ಯಂತ ನೇರ ಪ್ರಸಾರವಾಗಲಿದೆ. ಮಹೋತ್ಸವಕ್ಕೆ ಕುರಿತು ದೇವರ ಸೂರ್ಯ ತಿಲಕವನ್ನು ಆಯೋಜಿಸಲು ಚಂಪತ್ ರಾಯ್ ರಾಮ ಜನ್ಮಭೂಮಿ ತೀರ್ಥ ಕ್ಷೇತ್ರ ಟ್ರಸ್ಟ್ ಪ್ರಧಾನ ಕಾರ್ಯದರ್ಶಿ ಮಾಹಿತಿ ನೀಡಿದ್ದಾರೆ. ಚೈತ್ರ ಮಾಸದ ಶುಕ್ಲ ಪಕ್ಷದ ನವಮಿಯಂದು ರಾಮ ದೇವಾಲಯದಲ್ಲಿ ರಾಮ ಜನ್ಮೋತ್ಸವಕ್ಕೆ ಸಂಬಂಧಿಸಿದ ಧಾರ್ಮಿಕ ಆಚರಣೆಗಳು ಪ್ರಾರಂಭವಾಗಲಿವೆ. ಪ್ರತಿದಿನ ಬೆಳಿಗ್ಗೆ 9.30 ರಿಂದ 11.30 ರವರೆಗೆ ರಾಮಚರಿತಮಾನಸ ಪಠಣ ಮಾಡಲಾಗುತ್ತದೆ. ಮಧ್ಯಾಹ್ನ 3ರಿಂದ ಸಂಜೆ 6 ಗಂಟೆಯವರೆಗೆ ವಾಲ್ಮೀಕಿ ರಾಮಾಯಣ ಪಠಿಸಲಾಗುತ್ತದೆ. ಸಂಜೆ 7 ಗಂಟೆಗೆ ದೇವರ ಸ್ತುತಿ ಮಾಡಲಾಗುತ್ತದೆ. ಬಿಸಿಲು ತಾಪದಿಂದ ರಕ್ಷಿಸಲು ಭಕ್ತರಿಗೆ ವ್ಯವಸ್ಥೆ ಮಾಡಲಾಗಿದೆ. ರಾಮ ಮಂದಿರಕ್ಕೆ 70-80 ಸಾವಿರ ಭಕ್ತರು ಭೇಟಿ ನೀಡುತ್ತಿದ್ದಾರೆ. ರಾಮ ನವಮಿಯಂದು ಇದು 25-30 ಲಕ್ಷ ತಲುಪುವುದೆಂದು ಅಂದಾಜಿಸಲಾಗಿದೆ. ಅಯೋಧ್ಯೆಯಲ್ಲಿ ಭಾರೀ ತಾಪ ಕಂಡು ಬರುತ್ತಿದೆ. ಮಂದಿರದ ಆವರಣದಲ್ಲಿ ತಾತ್ಕಾಲಿಕ ಚಪ್ಪರ ಹಾಗೂ ಕುಡಿಯುವ ನೀರಿನ ವ್ಯವಸ್ಥೆ ಮಾಡಲಾಗಿದೆ ಎಂದು ಚಂಪತ್ ರಾಯ್ ಮಾಹಿತಿ ನೀಡಿದ್ದಾರೆ. — [45, 514, 345, 751]
kiru-item3-title: ಆರ್‌ಬಿಐನ ನೂತನ ಡೆಪ್ಯುಟಿ ಗವರ್ನರ್ ಪೂನಂ ಗುಪ್ತಾ — [54, 1692, 317, 1743]
defence-col2b-text: ಶೇ. 12ರಷ್ಟು ಬೆಳವಣಿಗೆ: 2023-24ರ ಹಣಕಾಸು ವರ್ಷದ ರಕ್ಷಣಾ ರಫ್ತು ಅಂಕಿಅಂಶಗಳಿಗೆ ಹೋಲಿಸಿದರೆ 2,539 ಕೋಟಿ ರೂ. ಅಥವಾ ಶೇ.12.04ರಷ್ಟು ಪ್ರಮಾಣದಲ್ಲಿ ಬೆಳವಣಿಗೆ ದಾಖಲಿಸಿದೆ ಎಂದು ತಿಳಿಸಿದ್ದಾರೆ. ಈ ಮಹತ್ವದ ಸಾಧನೆಗಾಗಿ ಸಿಂಗ್ ಎಲ್ಲಾ ಪಾಲುದಾರರನ್ನು ಅಭಿನಂದಿಸಿದರು. — [345, 1173, 646, 1233]
brand-block — [1132, 46, 1490, 142]
highway-body — [342, 1430, 623, 1858]
ratan-tata-photo — [1157, 2028, 1291, 2175]
page-number: ೦೭ — [1240, 104, 1278, 142]
hindu-nation-title: ಹಿಂದು ರಾಷ್ಟ್ರವಾಗಿಸಲು ಒತ್ತಾಯ — [1171, 750, 1354, 771]
protest-flags-photo — [1285, 1122, 1471, 1320]
rule240-title: 240 ವರ್ಷಗಳ ಆಳ್ವಿಕೆ — [666, 448, 811, 470]
ratan-box — [1148, 1983, 1483, 2328]
defence-dateline: ●ಹೊಸದಿಲ್ಲಿ: — [45, 1089, 93, 1101]
